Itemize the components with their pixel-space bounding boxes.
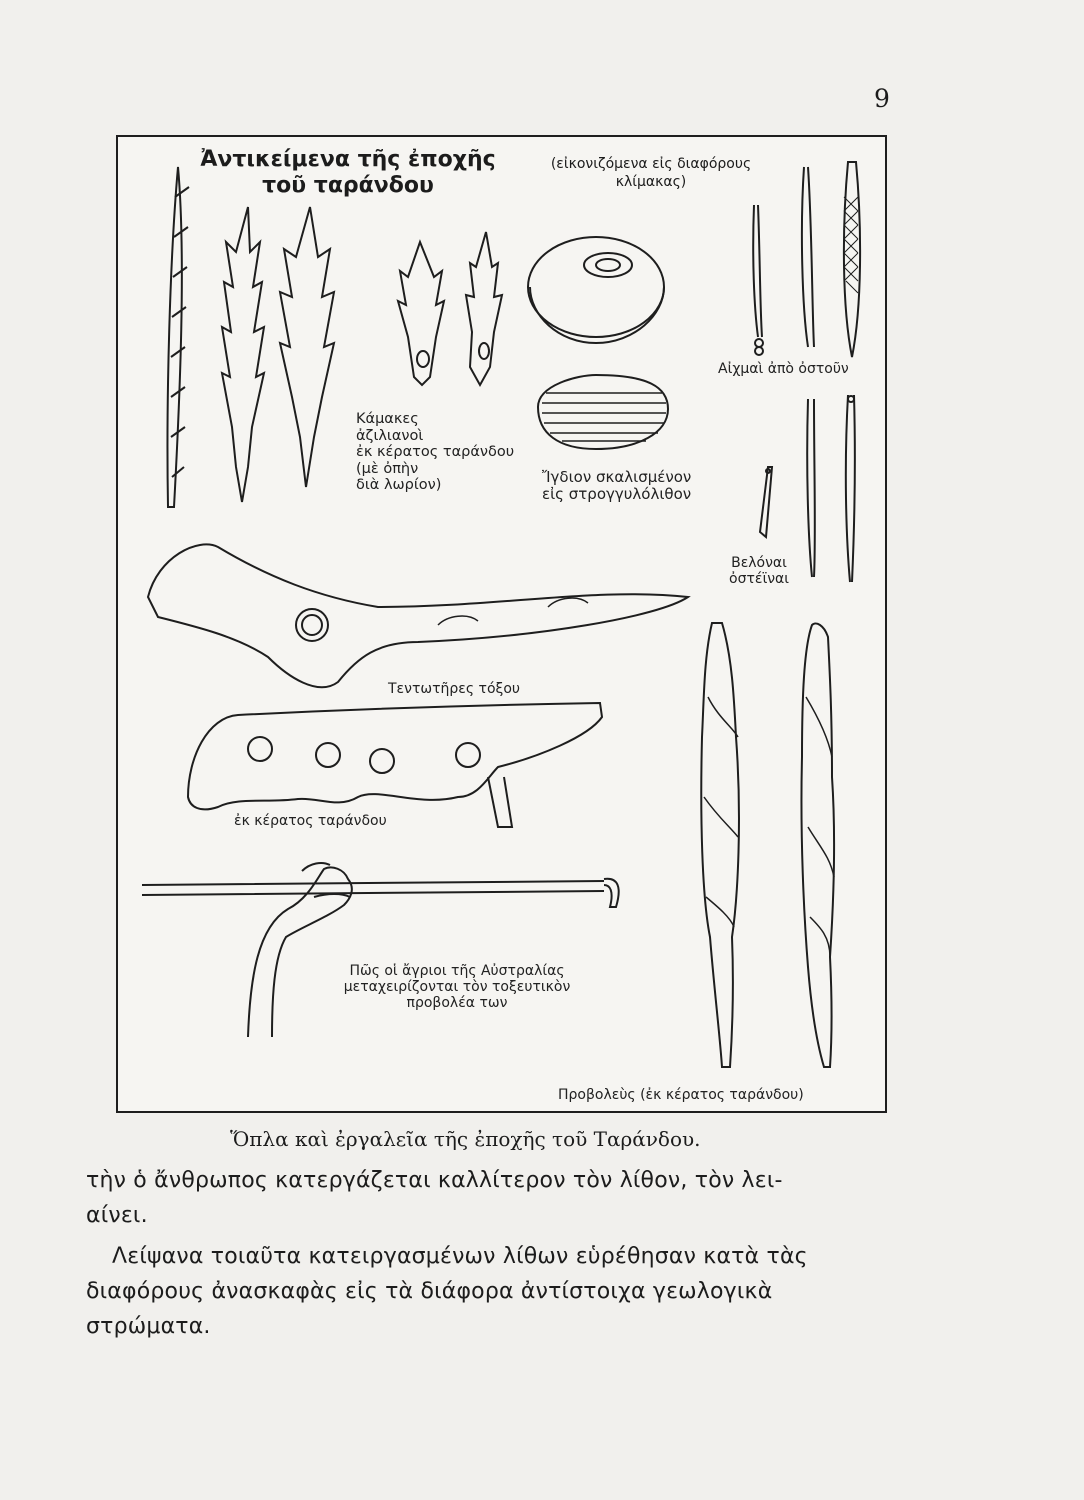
harpoon-drawing [222, 207, 264, 502]
harpoons-label-line: Κάμακες [356, 411, 419, 427]
needles-label-line: ὀστέϊναι [729, 571, 789, 587]
harpoons-label [356, 411, 514, 494]
bow-straightener-drawing [188, 703, 602, 827]
harpoon-drawing [280, 207, 334, 487]
carved-thrower-drawing [701, 623, 834, 1067]
figure-caption: Ὅπλα καὶ ἐργαλεῖα τῆς ἐποχῆς τοῦ Ταράνδου. [230, 1127, 701, 1151]
engraved-stone-label-line: Ἴγδιον σκαλισμένον [542, 468, 692, 486]
harpoons-label-line: ἀζιλιανοὶ [356, 427, 424, 444]
australia-label-line: προβολέα των [406, 995, 508, 1011]
antler-label: ἐκ κέρατος ταράνδου [234, 813, 387, 829]
engraved-stone-label [542, 469, 691, 503]
bow-straightener-drawing [148, 544, 688, 687]
scale-note-line: κλίμακας) [615, 174, 687, 190]
engraved-stone-label-line: εἰς στρογγυλόλιθον [542, 485, 692, 503]
australia-label-line: Πῶς οἱ ἄγριοι τῆς Αὐστραλίας [349, 963, 565, 979]
body-text [86, 1163, 916, 1344]
paragraph-line: στρώματα. [86, 1314, 211, 1339]
illustration-plate [116, 135, 887, 1113]
scale-note [516, 155, 786, 191]
thrower-label: Προβολεὺς (ἐκ κέρατος ταράνδου) [558, 1087, 804, 1103]
page-number: 9 [874, 84, 890, 113]
harpoons-label-line: ἐκ κέρατος ταράνδου [356, 444, 515, 460]
australia-label [332, 963, 582, 1011]
paragraph-line: Λείψανα τοιαῦτα κατειργασμένων λίθων εὑρέθησαν κατὰ τὰς [112, 1244, 808, 1269]
harpoons-label-line: διὰ λωρίον) [356, 477, 442, 493]
paragraph-line: αίνει. [86, 1203, 148, 1228]
harpoon-drawing [466, 232, 502, 385]
harpoons-label-line: (μὲ ὀπὴν [356, 460, 419, 477]
bone-points-label: Αἰχμαὶ ἀπὸ ὀστοῦν [718, 361, 849, 377]
australia-label-line: μεταχειρίζονται τὸν τοξευτικὸν [343, 979, 571, 995]
harpoon-drawing [398, 242, 444, 385]
figure-title [198, 147, 498, 199]
figure-title-line: Ἀντικείμενα τῆς ἐποχῆς [200, 147, 496, 172]
bow-straightener-label: Τεντωτῆρες τόξου [388, 681, 520, 697]
bone-points-drawing [753, 162, 860, 357]
scale-note-line: (εἰκονιζόμενα εἰς διαφόρους [550, 156, 752, 172]
needles-label-line: Βελόναι [731, 555, 787, 571]
bone-needles-drawing [760, 395, 855, 582]
figure-title-line: τοῦ ταράνδου [262, 173, 434, 198]
round-stone-drawing [528, 237, 664, 343]
harpoon-drawing [167, 167, 189, 507]
engraved-stone-drawing [538, 375, 668, 449]
paragraph-line: τὴν ὁ ἄνθρωπος κατεργάζεται καλλίτερον τὸν λίθον, τὸν λει- [86, 1168, 783, 1193]
needles-label [724, 555, 794, 587]
paragraph-line: διαφόρους ἀνασκαφὰς εἰς τὰ διάφορα ἀντίστοιχα γεωλογικὰ [86, 1279, 773, 1304]
